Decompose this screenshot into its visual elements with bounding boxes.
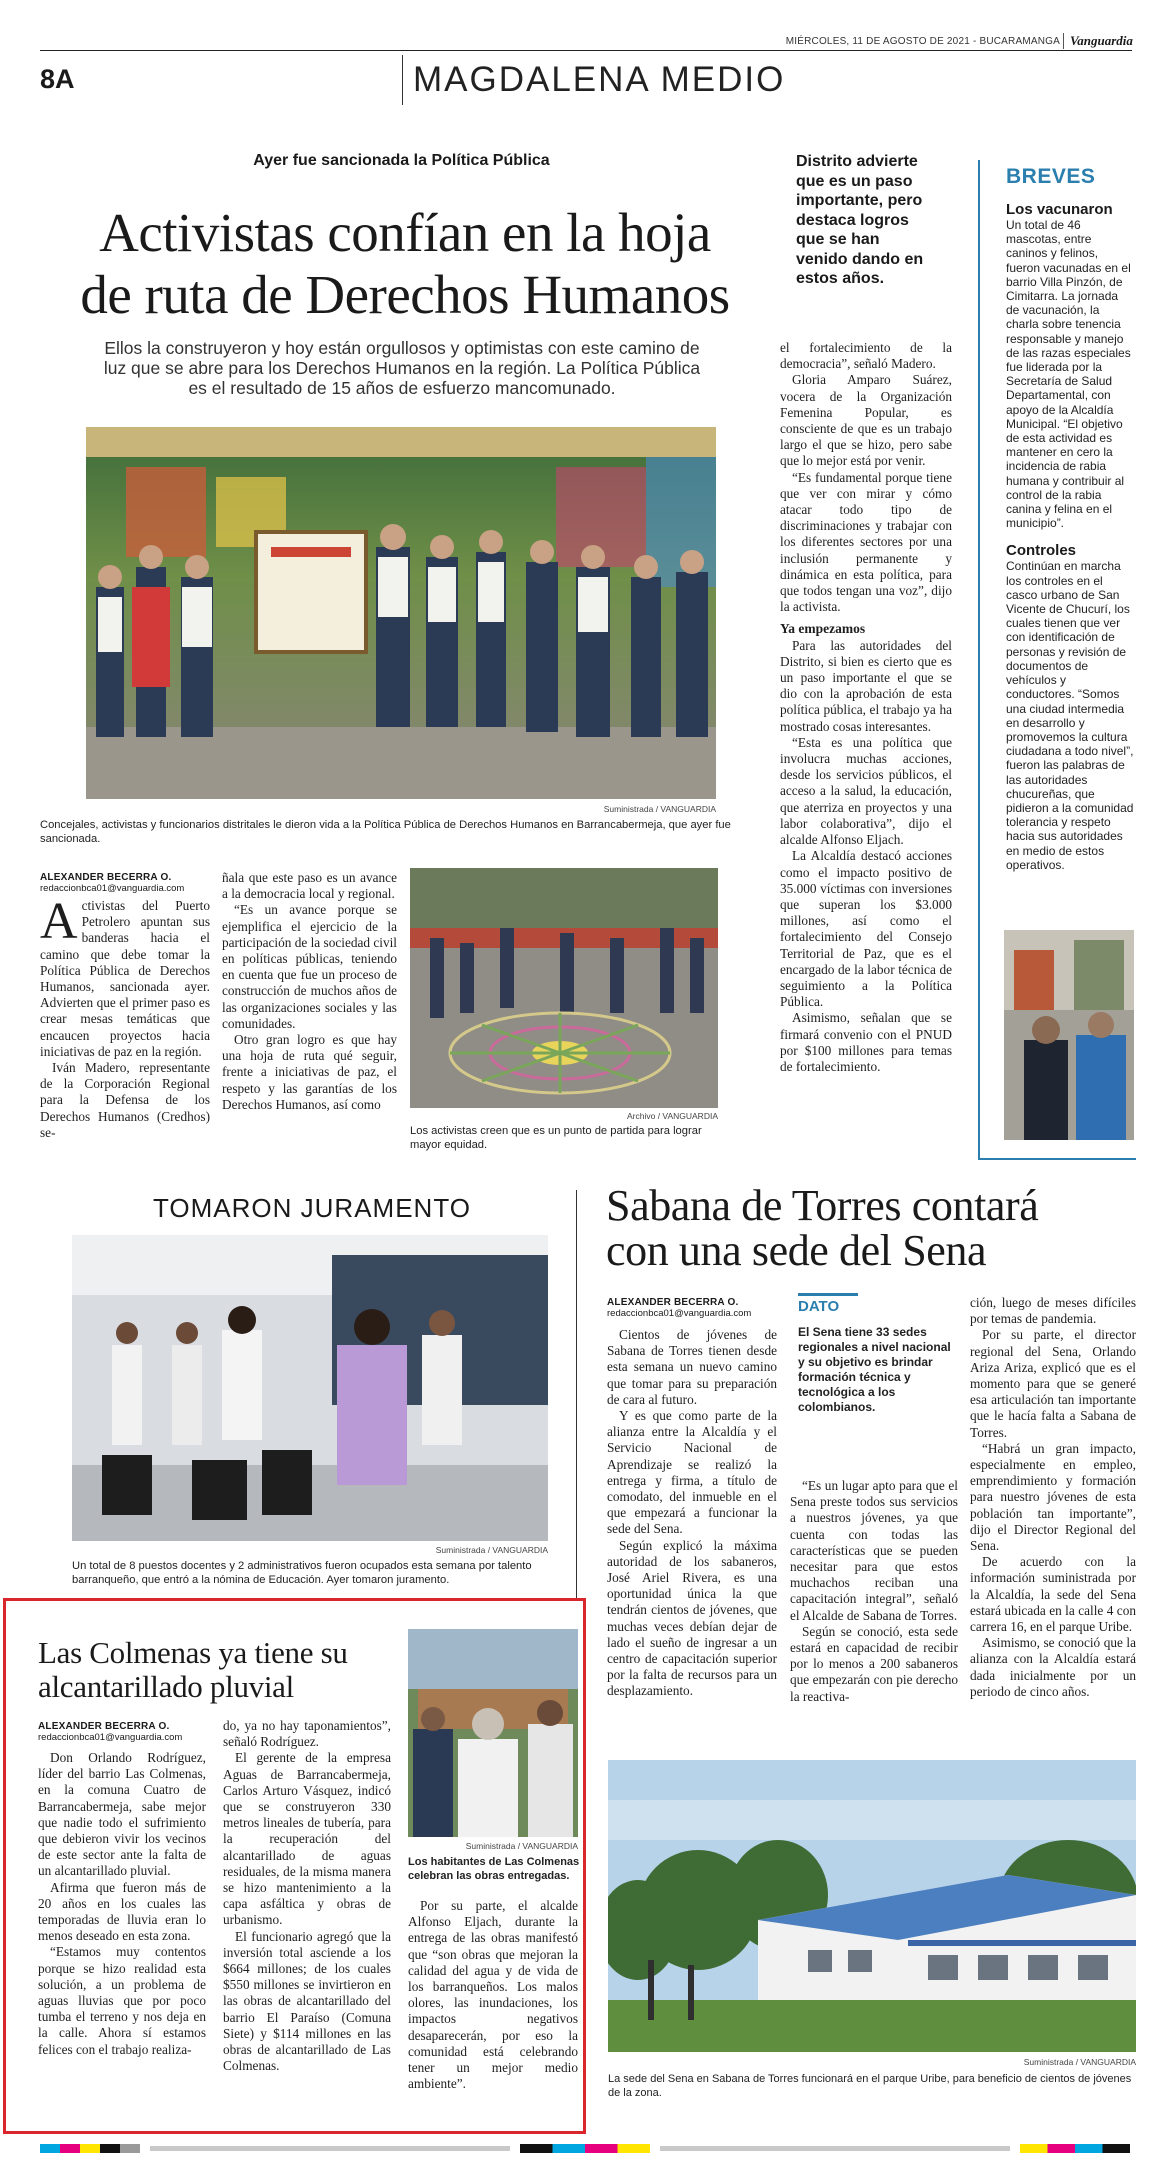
sena-col2-p1: “Es un lugar apto para que el Sena preste todos sus servicios a nuestros jóvenes, ya que cuenta con todas las características que se pueden necesitar para que estos muchachos reciban una capacitación integral”, señaló el Alcalde de Sabana de Torres.: [790, 1478, 958, 1623]
sena-col3-p5: Asimismo, se conoció que la alianza con la Alcaldía estará dada inicialmente por un periodo de cinco años.: [970, 1635, 1136, 1699]
sena-col2-p2: Según se conoció, esta sede estará en capacidad de recibir por lo menos a 200 sabaneros que empezarán con pie derecho la reactiva-: [790, 1623, 958, 1704]
main-col3-p1: el fortalecimiento de la democracia”, señaló Madero.: [780, 340, 952, 372]
print-colorbar-right: [1020, 2144, 1130, 2153]
section-divider: [402, 55, 403, 105]
juramento-title: TOMARON JURAMENTO: [153, 1193, 471, 1223]
print-colorbar-center: [520, 2144, 650, 2153]
breves-controls-photo: [1004, 930, 1134, 1140]
main-col2-p2: “Es un avance porque se ejemplifica el ejercicio de la participación de la sociedad civil en políticas públicas, teniendo en cuenta que fue un proceso de construcción de muchos años de las organizaciones sociales y las comunidades.: [222, 902, 398, 1031]
colmenas-author: ALEXANDER BECERRA O.: [38, 1721, 170, 1732]
colmenas-col2-p1: do, ya no hay taponamientos”, señaló Rodríguez.: [223, 1718, 391, 1750]
main-col1-p1: ctivistas del Puerto Petrolero apuntan sus banderas hacia el camino que debe tomar la Política Pública de Derechos Humanos, sancionada ayer. Advierten que el primer paso es crear mesas temáticas que encaucen proyectos hacia iniciativas de paz en la región.: [40, 898, 210, 1059]
page-number: 8A: [40, 64, 75, 94]
sena-email: redaccionbca01@vanguardia.com: [607, 1308, 752, 1319]
main-byline: [40, 872, 210, 894]
juramento-divider: [576, 1190, 577, 1600]
sena-col3-p2: Por su parte, el director regional del Sena, Orlando Ariza Ariza, explicó que es el momento para que se generé esa articulación tan importante que le hacía falta a Sabana de Torres.: [970, 1327, 1136, 1440]
main-author: ALEXANDER BECERRA O.: [40, 872, 172, 883]
main-col2-p3: Otro gran logro es que hay una hoja de ruta qué seguir, frente a iniciativas de paz, el respeto y las garantías de los Derechos Humanos, así como: [222, 1032, 397, 1112]
colmenas-photo: [408, 1629, 578, 1837]
header-rule: [40, 50, 1132, 51]
photo2-credit: Archivo / VANGUARDIA: [626, 1111, 718, 1121]
sena-photo: [608, 1760, 1136, 2052]
sena-col3-p3: “Habrá un gran impacto, especialmente en empleo, emprendimiento y formación para nuestro jóvenes de esta población tan importante”, dijo el Director Regional del Sena.: [970, 1440, 1136, 1554]
sena-col1: [607, 1327, 777, 1700]
juramento-photo: [72, 1235, 548, 1541]
breves-item1-text: Un total de 46 mascotas, entre caninos y felinos, fueron vacunadas en el barrio Villa Pinzón, de Cimitarra. La jornada de vacunación, la charla sobre tenencia responsable y manejo de las razas especiales fue liderada por la Secretaría de Salud Departamental, con apoyo de la Alcaldía Municipal. “El objetivo de esta actividad es mantener en cero la incidencia de rabia humana y contribuir al control de la rabia canina y felina en el municipio”.: [1006, 218, 1131, 531]
main-col3-p3: “Es fundamental porque tiene que ver con mirar y cómo atacar todo tipo de discriminaciones y trabajar con los diferentes sectores por una inclusión permanente y dinámica en esta política, para que todos tengan una voz”, dijo la activista.: [780, 469, 952, 615]
activists-group-photo: [86, 427, 716, 799]
main-col2-p1: ñala que este paso es un avance a la democracia local y regional.: [222, 870, 397, 902]
main-col3: [780, 340, 952, 1075]
sena-headline-line2: con una sede del Sena: [606, 1226, 987, 1275]
juramento-credit: Suministrada / VANGUARDIA: [435, 1545, 548, 1555]
main-col1-p2: Iván Madero, representante de la Corporación Regional para la Defensa de los Derechos Humanos (Credhos) se-: [40, 1060, 210, 1140]
brand-name: [1063, 33, 1133, 49]
colmenas-col2-p3: El funcionario agregó que la inversión total asciende a los $664 millones; de los cuales $550 millones se invirtieron en las obras de alcantarillado del barrio El Paraíso (Comuna Siete) y $114 millones en las obras de alcantarillado de Las Colmenas.: [223, 1928, 391, 2074]
main-pullquote: Distrito advierte que es un paso importante, pero destaca logros que se han venido dando en estos años.: [796, 153, 924, 287]
dato-title: DATO: [798, 1293, 858, 1315]
main-headline-line2: de ruta de Derechos Humanos: [80, 264, 730, 325]
sena-col2: [790, 1478, 958, 1705]
colmenas-col3-p1: Por su parte, el alcalde Alfonso Eljach, durante la entrega de las obras manifestó que “son obras que mejoran la calidad del agua y de vida de los barranqueños. Los malos olores, las inundaciones, los impactos negativos desaparecerán, por eso la comunidad está celebrando tener un mejor medio ambiente”.: [408, 1898, 578, 2092]
colmenas-col2-p2: El gerente de la empresa Aguas de Barrancabermeja, Carlos Arturo Vásquez, indicó que se construyeron 330 metros lineales de tubería, para la recuperación del alcantarillado de aguas residuales, de la misma manera se hizo mantenimiento a la capa asfáltica y obras de urbanismo.: [223, 1750, 391, 1928]
main-col3-p2: Gloria Amparo Suárez, vocera de la Organización Femenina Popular, es consciente de que es un trabajo largo el que se hizo, pero sabe que lo mejor está por venir.: [780, 372, 952, 469]
print-colorbar-left: [40, 2144, 140, 2153]
police-checkpoint-photo: [1004, 930, 1134, 1140]
colmenas-col2: [223, 1718, 391, 2074]
photo2-caption: Los activistas creen que es un punto de partida para lograr mayor equidad.: [410, 1125, 702, 1151]
main-headline: [40, 202, 770, 326]
date-text: MIÉRCOLES, 11 DE AGOSTO DE 2021 - BUCARAMANGA: [785, 36, 1060, 47]
sena-photo-credit: Suministrada / VANGUARDIA: [1023, 2057, 1136, 2067]
sena-headline-line1: Sabana de Torres contará: [606, 1181, 1039, 1230]
main-headline-line1: Activistas confían en la hoja: [99, 202, 711, 263]
main-email: redaccionbca01@vanguardia.com: [40, 883, 185, 894]
colmenas-byline: [38, 1721, 218, 1743]
main-col3-p5: “Esta es una política que involucra muchas acciones, desde los servicios públicos, el acceso a la salud, la educación, que aterriza en proyectos y una labor colaborativa”, dijo el alcalde Alfonso Eljach.: [780, 734, 952, 848]
breves-title: BREVES: [1006, 165, 1096, 188]
main-col3-subhead: Ya empezamos: [780, 621, 866, 637]
colmenas-headline-line1: Las Colmenas ya tiene su: [38, 1635, 348, 1670]
oath-ceremony-photo: [72, 1235, 548, 1541]
sena-col3-p4: De acuerdo con la información suministrada por la Alcaldía, la sede del Sena estará ubicada en la calle 4 con carrera 16, en el parque Uribe.: [970, 1554, 1136, 1635]
main-photo-caption: Concejales, activistas y funcionarios distritales le dieron vida a la Política Pública de Derechos Humanos en Barrancabermeja, que ayer fue sancionada.: [40, 819, 731, 845]
main-deck: Ellos la construyeron y hoy están orgullosos y optimistas con este camino de luz que se abre para los Derechos Humanos en la región. La Política Pública es el resultado de 15 años de esfuerzo mancomunado.: [103, 338, 701, 398]
colmenas-col1-p3: “Estamos muy contentos porque se hizo realidad esta solución, a un problema de aguas lluvias que por poco tumba el terreno y nos deja en la calle. Ahora sí estamos felices con el trabajo realiza-: [38, 1944, 206, 2057]
sena-byline: [607, 1297, 777, 1319]
colmenas-headline: [38, 1636, 408, 1704]
colmenas-residents-photo: [408, 1629, 578, 1837]
section-title: MAGDALENA MEDIO: [413, 60, 786, 99]
print-colorbar-gray2: [660, 2146, 1010, 2151]
main-kicker: Ayer fue sancionada la Política Pública: [253, 152, 550, 169]
sena-col1-p1: Cientos de jóvenes de Sabana de Torres tienen desde esta semana un nuevo camino que tomar para su preparación de cara al futuro.: [607, 1327, 777, 1407]
breves-item1-title: Los vacunaron: [1006, 201, 1113, 218]
main-col3-p4: Para las autoridades del Distrito, si bien es cierto que es un paso importante el que se dio con la aprobación de esta política pública, el trabajo ya ha mostrado cosas interesantes.: [780, 637, 952, 734]
main-col2: [222, 870, 397, 1113]
colmenas-photo-credit: Suministrada / VANGUARDIA: [465, 1841, 578, 1851]
dato-text: El Sena tiene 33 sedes regionales a nivel nacional y su objetivo es brindar formación técnica y tecnológica a los colombianos.: [798, 1325, 951, 1414]
colmenas-col1: [38, 1750, 206, 2058]
sena-headline: [606, 1183, 1136, 1273]
colmenas-email: redaccionbca01@vanguardia.com: [38, 1732, 183, 1743]
date-line: [700, 36, 1060, 47]
sena-col3: [970, 1295, 1136, 1700]
main-col3-p7: Asimismo, señalan que se firmará convenio con el PNUD por $100 millones para temas de fortalecimiento.: [780, 1010, 952, 1074]
sena-photo-caption: La sede del Sena en Sabana de Torres funcionará en el parque Uribe, para beneficio de cientos de jóvenes de la zona.: [608, 2073, 1132, 2099]
colmenas-col3: [408, 1898, 578, 2092]
colmenas-col1-p2: Afirma que fueron más de 20 años en los cuales las temporadas de lluvia eran lo menos deseado en esta zona.: [38, 1879, 206, 1944]
print-colorbar-gray: [150, 2146, 510, 2151]
main-dropcap: A: [40, 893, 78, 950]
sena-col3-p1: ción, luego de meses difíciles por temas de pandemia.: [970, 1295, 1136, 1327]
breves-item2-text: Continúan en marcha los controles en el casco urbano de San Vicente de Chucurí, los cuales tienen que ver con identificación de personas y revisión de documentos de vehículos y conductores. “Somos una ciudad intermedia en desarrollo y promovemos la cultura ciudadana a todo nivel”, fueron las palabras de las autoridades chucureñas, que pidieron a la comunidad tolerancia y respeto hacia sus autoridades en medio de estos operativos.: [1006, 559, 1134, 872]
brand-text: Vanguardia: [1070, 33, 1133, 48]
main-col3-p6: La Alcaldía destacó acciones como el impacto positivo de 35.000 víctimas con inversiones que superan los $3.000 millones, así como el fortalecimiento del Consejo Territorial de Paz, que es el encargado de la labor técnica de seguimiento a la Política Pública.: [780, 848, 952, 1010]
activists-circle-photo: [410, 868, 718, 1108]
sena-author: ALEXANDER BECERRA O.: [607, 1297, 739, 1308]
flowers-mandala-photo: [410, 868, 718, 1108]
colmenas-headline-line2: alcantarillado pluvial: [38, 1669, 294, 1704]
colmenas-photo-caption: Los habitantes de Las Colmenas celebran las obras entregadas.: [408, 1856, 580, 1882]
sena-building-photo: [608, 1760, 1136, 2052]
dato-box: [788, 1293, 958, 1415]
main-photo: [86, 427, 716, 799]
breves-item2-title: Controles: [1006, 542, 1077, 560]
colmenas-col1-p1: Don Orlando Rodríguez, líder del barrio Las Colmenas, en la comuna Cuatro de Barrancabermeja, sabe mejor que nadie todo el sufrimiento que debieron vivir los vecinos de este sector ante la falta de un alcantarillado pluvial.: [38, 1750, 206, 1879]
sena-col1-p3: Según explicó la máxima autoridad de los sabaneros, José Ariel Rivera, es una oportunidad única la que tendrán cientos de jóvenes, que muchas veces debían dejar de lado el sueño de ingresar a un centro de capacitación superior por la falta de recursos para un desplazamiento.: [607, 1537, 777, 1699]
main-photo-credit: Suministrada / VANGUARDIA: [603, 804, 716, 814]
sena-col1-p2: Y es que como parte de la alianza entre la Alcaldía y el Servicio Nacional de Aprendizaje se realizó la entrega y firma, a título de comodato, del inmueble en el que empezará a funcionar la sede del Sena.: [607, 1408, 777, 1537]
juramento-caption: Un total de 8 puestos docentes y 2 administrativos fueron ocupados esta semana por talento barranqueño, que entró a la nómina de Educación. Ayer tomaron juramento.: [72, 1560, 532, 1586]
main-col1: [40, 893, 210, 1141]
